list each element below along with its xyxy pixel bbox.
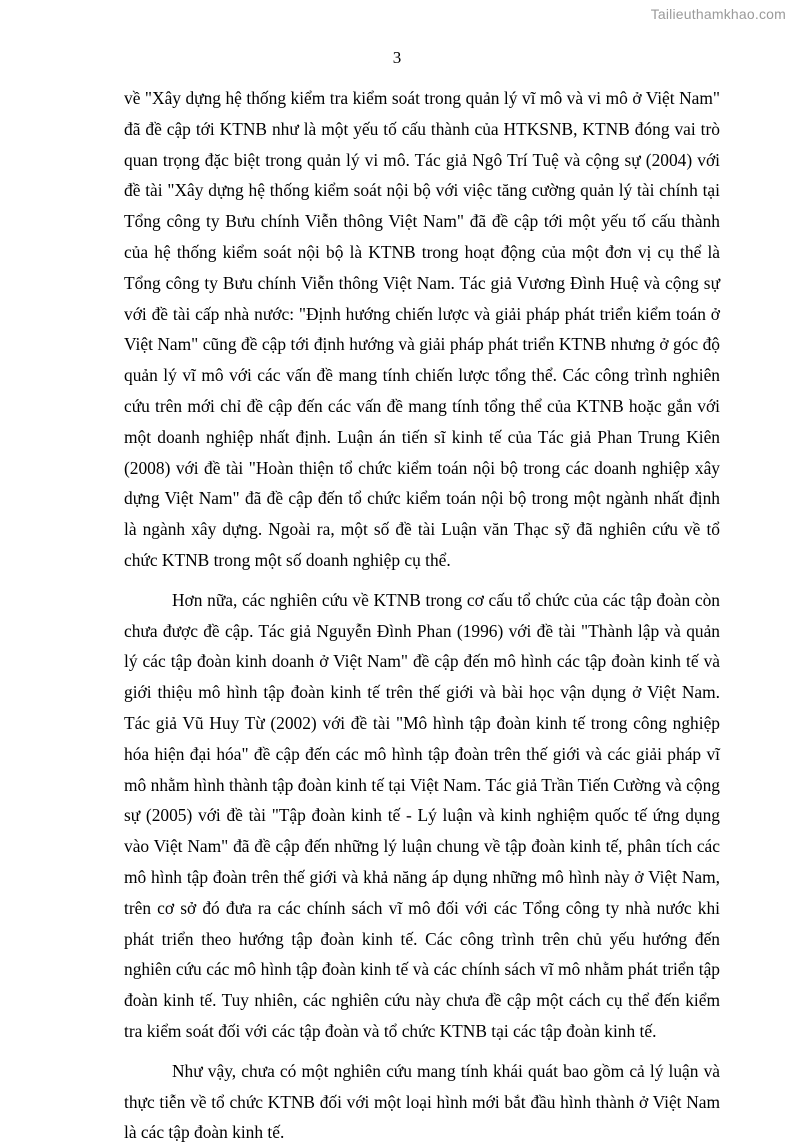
- paragraph-conclusion: Như vậy, chưa có một nghiên cứu mang tính khái quát bao gồm cả lý luận và thực tiễn về tổ chức KTNB đối với một loại hình mới bắt đầu hình thành ở Việt Nam là các tập đoàn kinh tế.: [124, 1060, 720, 1143]
- paragraph-continuation: về "Xây dựng hệ thống kiểm tra kiểm soát trong quản lý vĩ mô và vi mô ở Việt Nam" đã đề cập tới KTNB như là một yếu tố cấu thành của HTKSNB, KTNB đóng vai trò quan trọng đặc biệt trong quản lý vi mô. Tác giả Ngô Trí Tuệ và cộng sự (2004) với đề tài "Xây dựng hệ thống kiểm soát nội bộ với việc tăng cường quản lý tài chính tại Tổng công ty Bưu chính Viễn thông Việt Nam" đã đề cập tới một yếu tố cấu thành của hệ thống kiểm soát nội bộ là KTNB trong hoạt động của một đơn vị cụ thể là Tổng công ty Bưu chính Viễn thông Việt Nam. Tác giả Vương Đình Huệ và cộng sự với đề tài cấp nhà nước: "Định hướng chiến lược và giải pháp phát triển kiểm toán ở Việt Nam" cũng đề cập tới định hướng và giải pháp phát triển KTNB nhưng ở góc độ quản lý vĩ mô với các vấn đề mang tính chiến lược tổng thể. Các công trình nghiên cứu trên mới chỉ đề cập đến các vấn đề mang tính tổng thể của KTNB hoặc gắn với một doanh nghiệp nhất định. Luận án tiến sĩ kinh tế của Tác giả Phan Trung Kiên (2008) với đề tài "Hoàn thiện tổ chức kiểm toán nội bộ trong các doanh nghiệp xây dựng Việt Nam" đã đề cập đến tổ chức kiểm toán nội bộ trong một ngành nhất định là ngành xây dựng. Ngoài ra, một số đề tài Luận văn Thạc sỹ đã nghiên cứu về tổ chức KTNB trong một số doanh nghiệp cụ thể.: [124, 88, 720, 570]
- page-number: 3: [392, 48, 402, 67]
- watermark-text: Tailieuthamkhao.com: [650, 6, 786, 22]
- paragraph-research-on-groups: Hơn nữa, các nghiên cứu về KTNB trong cơ cấu tổ chức của các tập đoàn còn chưa được đề cập. Tác giả Nguyễn Đình Phan (1996) với đề tài "Thành lập và quản lý các tập đoàn kinh doanh ở Việt Nam" đề cập đến mô hình các tập đoàn kinh tế và giới thiệu mô hình tập đoàn kinh tế trên thế giới và bài học vận dụng ở Việt Nam. Tác giả Vũ Huy Từ (2002) với đề tài "Mô hình tập đoàn kinh tế trong công nghiệp hóa hiện đại hóa" đề cập đến các mô hình tập đoàn trên thế giới và các giải pháp vĩ mô nhằm hình thành tập đoàn kinh tế tại Việt Nam. Tác giả Trần Tiến Cường và cộng sự (2005) với đề tài "Tập đoàn kinh tế - Lý luận và kinh nghiệm quốc tế ứng dụng vào Việt Nam" đã đề cập đến những lý luận chung về tập đoàn kinh tế, phân tích các mô hình tập đoàn trên thế giới và khả năng áp dụng những mô hình này ở Việt Nam, trên cơ sở đó đưa ra các chính sách vĩ mô đối với các Tổng công ty nhà nước khi phát triển theo hướng tập đoàn kinh tế. Các công trình trên chủ yếu hướng đến nghiên cứu các mô hình tập đoàn kinh tế và các chính sách vĩ mô nhằm phát triển tập đoàn kinh tế. Tuy nhiên, các nghiên cứu này chưa đề cập một cách cụ thể đến kiểm tra kiểm soát đối với các tập đoàn và tổ chức KTNB tại các tập đoàn kinh tế.: [124, 589, 720, 1041]
- document-body: [124, 83, 720, 1148]
